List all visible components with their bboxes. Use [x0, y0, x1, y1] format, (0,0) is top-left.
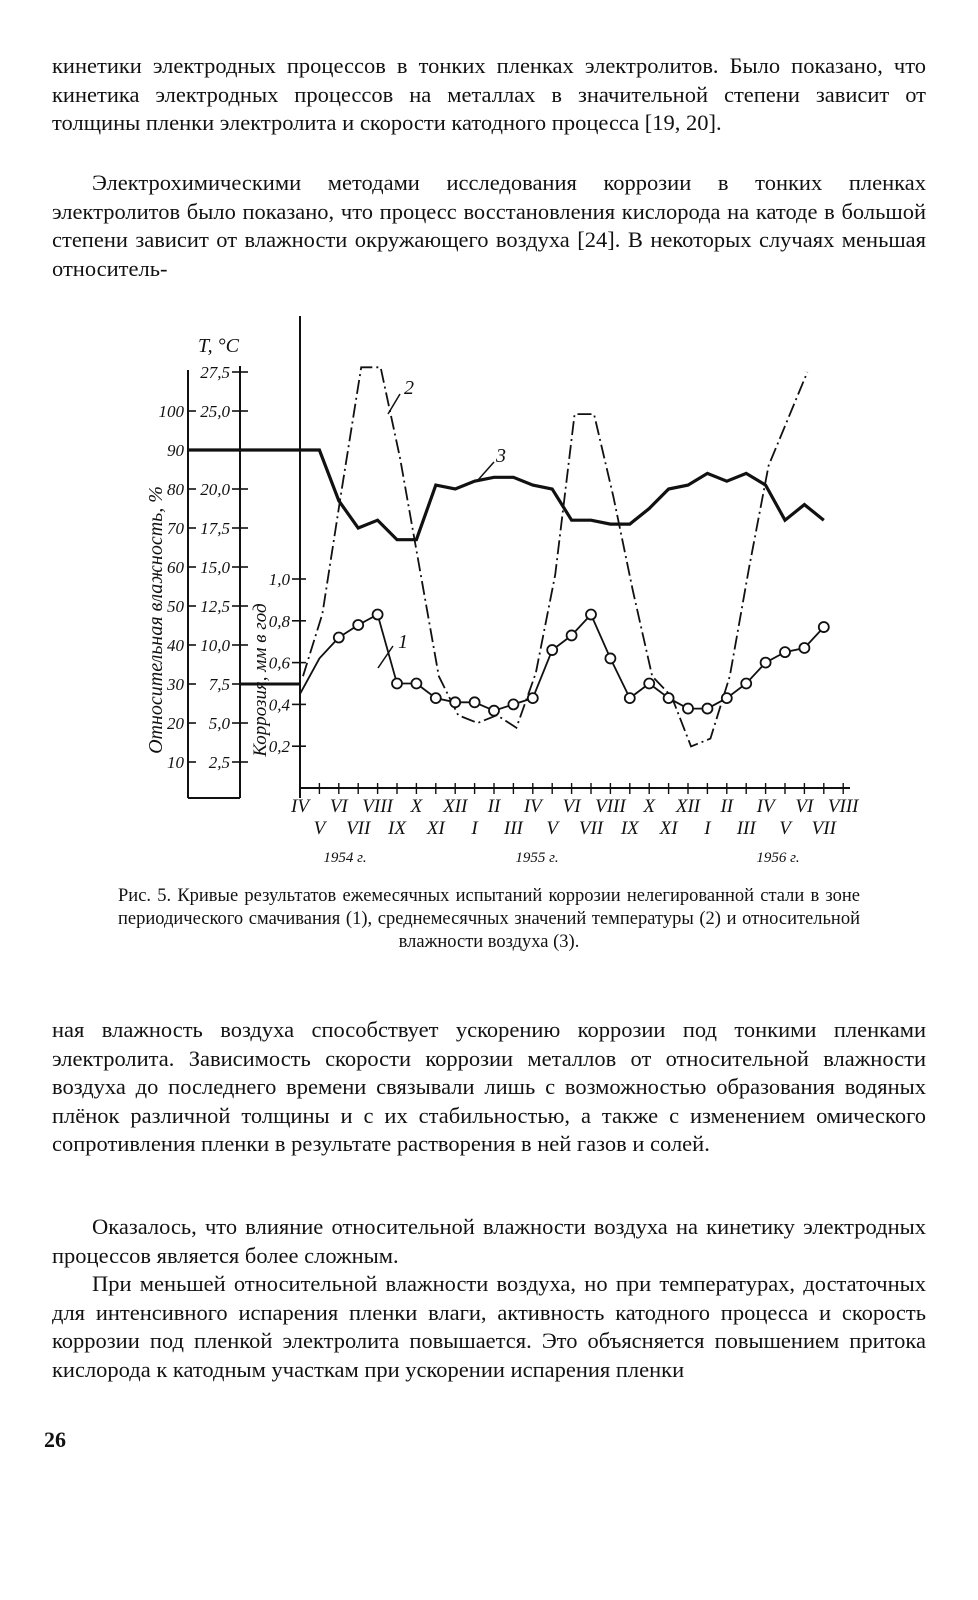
series-label-leader	[378, 646, 393, 668]
humidity-tick-label: 40	[167, 636, 184, 655]
series-1-point	[547, 645, 557, 655]
year-label: 1954 г.	[323, 850, 367, 866]
figure-caption: Рис. 5. Кривые результатов ежемесячных испытаний коррозии нелегированной стали в зоне периодического смачивания (1), среднемесячных значений температуры (2) и относительной влажности воздуха (3).	[118, 886, 860, 952]
month-label-top: IV	[756, 796, 775, 817]
month-label-bottom: V	[313, 818, 326, 839]
page-number: 26	[44, 1427, 66, 1452]
corrosion-tick-label: 0,4	[268, 695, 290, 715]
corrosion-tick-label: 0,6	[268, 653, 290, 673]
humidity-tick-label: 90	[167, 441, 184, 460]
humidity-tick-label: 50	[167, 597, 184, 616]
humidity-tick-label: 20	[167, 714, 184, 733]
series-1-point	[470, 697, 480, 707]
temperature-tick-label: 7,5	[208, 675, 230, 694]
temperature-tick-label: 15,0	[200, 558, 230, 577]
month-label-bottom: VII	[578, 818, 604, 839]
series-1-point	[431, 693, 441, 703]
humidity-tick-label: 70	[167, 519, 184, 538]
series-1-point	[605, 653, 615, 663]
paragraph-top-2: Электрохимическими методами исследования коррозии в тонких пленках электролитов было показано, что процесс восстановления кислорода на катоде в большой степени зависит от влажности окружающего воздуха [24]. В некоторых случаях меньшая относитель-	[52, 170, 926, 281]
series-1-point	[586, 610, 596, 620]
series-label-2: 2	[404, 377, 414, 399]
month-label-top: XII	[443, 796, 468, 817]
temperature-tick-label: 20,0	[200, 480, 230, 499]
series-1-point	[334, 633, 344, 643]
corrosion-chart	[0, 310, 978, 870]
series-1-point	[411, 679, 421, 689]
temperature-tick-label: 10,0	[200, 636, 230, 655]
humidity-tick-label: 60	[167, 558, 184, 577]
month-label-bottom: III	[503, 818, 523, 839]
temperature-tick-label: 5,0	[208, 714, 230, 733]
series-1-point	[741, 679, 751, 689]
series-1-point	[702, 704, 712, 714]
series-1-point	[625, 693, 635, 703]
series-2-temperature-line	[303, 367, 807, 746]
temperature-tick-label: 2,5	[208, 753, 230, 772]
temperature-tick-label: 27,5	[200, 363, 230, 382]
corrosion-axis-title: Коррозия, мм в год	[250, 603, 271, 757]
month-label-bottom: XI	[659, 818, 678, 839]
series-1-point	[528, 693, 538, 703]
month-label-top: VI	[795, 796, 814, 817]
year-label: 1955 г.	[515, 850, 559, 866]
humidity-tick-label: 80	[167, 480, 184, 499]
series-1-point	[761, 658, 771, 668]
series-1-point	[780, 647, 790, 657]
corrosion-tick-label: 0,8	[268, 611, 290, 631]
month-label-bottom: IX	[620, 818, 639, 839]
temperature-tick-label: 25,0	[200, 402, 230, 421]
month-label-top: X	[643, 796, 656, 817]
corrosion-tick-label: 1,0	[268, 570, 290, 589]
series-label-1: 1	[398, 631, 408, 653]
month-label-top: VIII	[595, 796, 626, 817]
series-1-point	[664, 693, 674, 703]
month-label-top: VI	[562, 796, 581, 817]
series-1-point	[683, 704, 693, 714]
month-label-top: VIII	[827, 796, 859, 817]
month-label-bottom: VII	[811, 818, 836, 839]
series-label-3: 3	[496, 445, 506, 467]
month-label-top: VIII	[362, 796, 393, 817]
series-1-point	[392, 679, 402, 689]
month-label-top: II	[720, 796, 734, 817]
paragraph-top-1: кинетики электродных процессов в тонких пленках электролитов. Было показано, что кинетика электродных процессов на металлах в значительной степени зависит от толщины пленки электролита и скорости катодного процесса [19, 20].	[52, 53, 926, 135]
series-1-point	[508, 699, 518, 709]
corrosion-tick-label: 0,2	[268, 737, 290, 757]
series-1-point	[644, 679, 654, 689]
month-label-top: VI	[329, 796, 348, 817]
series-1-point	[567, 630, 577, 640]
paragraph-bottom-1: ная влажность воздуха способствует ускорению коррозии под тонкими пленками электролита. Зависимость скорости коррозии металлов от относительной влажности воздуха до последнего времени связывали лишь с возможностью образования водяных плёнок различной толщины и с их стабильностью, а также с изменением омического сопротивления пленки в результате растворения в ней газов и солей.	[52, 1017, 926, 1156]
series-1-point	[489, 706, 499, 716]
month-label-bottom: VII	[346, 818, 371, 839]
humidity-tick-label: 10	[167, 753, 184, 772]
temperature-tick-label: 12,5	[200, 597, 230, 616]
month-label-top: II	[487, 796, 501, 817]
series-1-point	[450, 697, 460, 707]
series-1-point	[373, 610, 383, 620]
series-1-point	[819, 622, 829, 632]
humidity-tick-label: 30	[167, 675, 184, 694]
temperature-axis-title: T, °C	[198, 335, 239, 357]
month-label-bottom: I	[704, 818, 711, 839]
humidity-axis-title: Относительная влажность, %	[145, 486, 167, 754]
month-label-bottom: XI	[426, 818, 445, 839]
month-label-top: IV	[523, 796, 542, 817]
month-label-bottom: V	[779, 818, 791, 839]
series-label-leader	[388, 394, 400, 414]
paragraph-bottom-2: Оказалось, что влияние относительной влажности воздуха на кинетику электродных процессов является более сложным.	[52, 1214, 926, 1268]
series-1-point	[353, 620, 363, 630]
year-label: 1956 г.	[756, 850, 800, 866]
series-1-corrosion-line	[300, 615, 824, 711]
humidity-tick-label: 100	[158, 402, 184, 421]
series-1-point	[722, 693, 732, 703]
series-1-point	[799, 643, 809, 653]
month-label-bottom: V	[546, 818, 559, 839]
month-label-bottom: I	[471, 818, 478, 839]
month-label-bottom: III	[736, 818, 756, 839]
paragraph-bottom-3: При меньшей относительной влажности воздуха, но при температурах, достаточных для интенсивного испарения пленки влаги, активность катодного процесса и скорость коррозии под пленкой электролита повышается. Это объясняется повышением притока кислорода к катодным участкам при ускорении испарения пленки	[52, 1271, 926, 1382]
month-label-top: XII	[675, 796, 701, 817]
month-label-bottom: IX	[388, 818, 406, 839]
month-label-top: IV	[291, 796, 309, 817]
temperature-tick-label: 17,5	[200, 519, 230, 538]
month-label-top: X	[410, 796, 423, 817]
